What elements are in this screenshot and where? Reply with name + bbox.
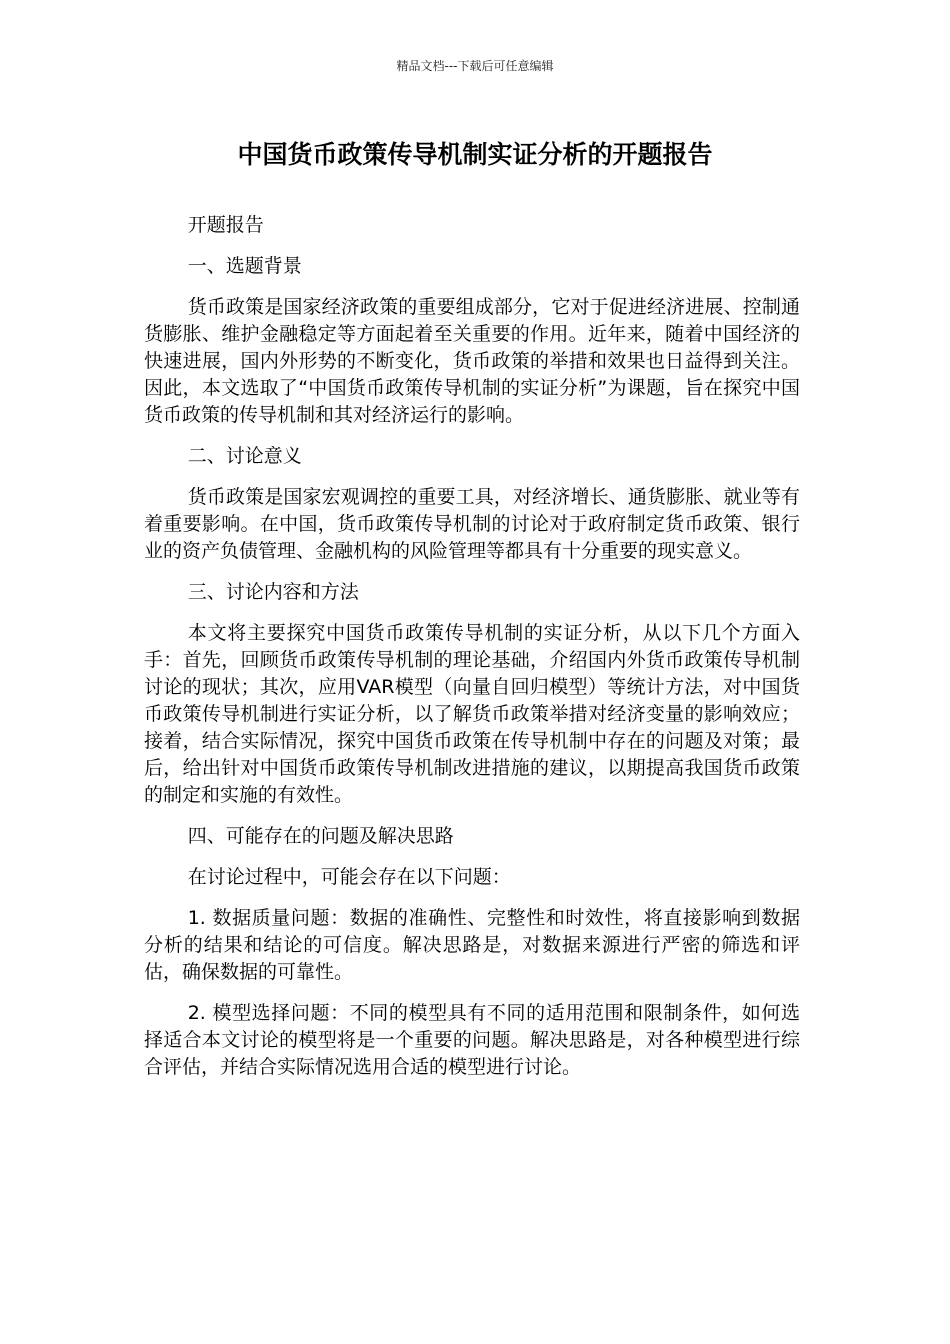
paragraph-report-label: 开题报告	[187, 214, 264, 236]
list-item-model-selection: 2. 模型选择问题：不同的模型具有不同的适用范围和限制条件，如何选择适合本文讨论的模型将是一个重要的问题。解决思路是，对各种模型进行综合评估，并结合实际情况选用合适的模型进行讨论。	[144, 1002, 800, 1078]
list-item-data-quality: 1. 数据质量问题：数据的准确性、完整性和时效性，将直接影响到数据分析的结果和结论的可信度。解决思路是，对数据来源进行严密的筛选和评估，确保数据的可靠性。	[144, 907, 800, 983]
header-note: 精品文档---下载后可任意编辑	[396, 59, 554, 73]
document-title: 中国货币政策传导机制实证分析的开题报告	[237, 140, 713, 169]
document-body	[144, 212, 800, 1095]
section-heading-content-methods: 三、讨论内容和方法	[187, 581, 359, 603]
section-heading-background: 一、选题背景	[187, 255, 302, 277]
paragraph-content-methods: 本文将主要探究中国货币政策传导机制的实证分析，从以下几个方面入手：首先，回顾货币政策传导机制的理论基础，介绍国内外货币政策传导机制讨论的现状；其次，应用VAR模型（向量自回归模型）等统计方法，对中国货币政策传导机制进行实证分析，以了解货币政策举措对经济变量的影响效应；接着，结合实际情况，探究中国货币政策在传导机制中存在的问题及对策；最后，给出针对中国货币政策传导机制改进措施的建议，以期提高我国货币政策的制定和实施的有效性。	[144, 622, 800, 806]
section-heading-significance: 二、讨论意义	[187, 445, 302, 467]
section-heading-problems: 四、可能存在的问题及解决思路	[187, 825, 454, 847]
paragraph-problems-intro: 在讨论过程中，可能会存在以下问题：	[187, 866, 511, 888]
paragraph-background: 货币政策是国家经济政策的重要组成部分，它对于促进经济进展、控制通货膨胀、维护金融稳定等方面起着至关重要的作用。近年来，随着中国经济的快速进展，国内外形势的不断变化，货币政策的举措和效果也日益得到关注。因此，本文选取了“中国货币政策传导机制的实证分析”为课题，旨在探究中国货币政策的传导机制和其对经济运行的影响。	[144, 296, 800, 426]
paragraph-significance: 货币政策是国家宏观调控的重要工具，对经济增长、通货膨胀、就业等有着重要影响。在中国，货币政策传导机制的讨论对于政府制定货币政策、银行业的资产负债管理、金融机构的风险管理等都具有十分重要的现实意义。	[144, 486, 800, 562]
